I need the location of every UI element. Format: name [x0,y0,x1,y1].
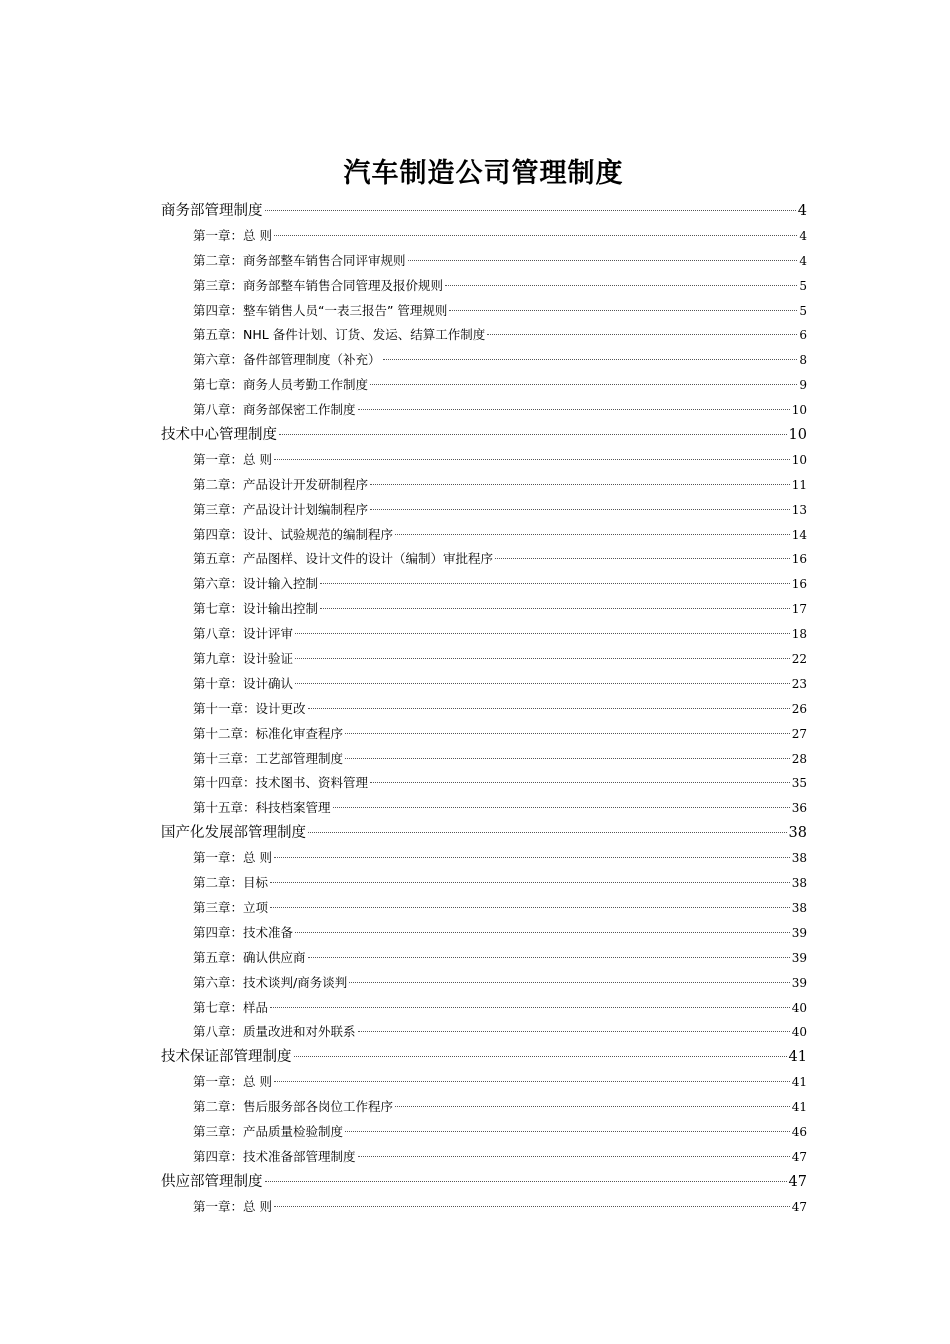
dot-leader [274,857,790,858]
toc-chapter-label: 第四章：整车销售人员“一表三报告” 管理规则 [193,302,448,318]
toc-chapter[interactable] [161,771,807,796]
dot-leader [320,608,790,609]
toc-chapter-page-number: 38 [791,900,807,915]
dot-leader [395,534,790,535]
dot-leader [395,1106,790,1107]
dot-leader [270,882,790,883]
toc-chapter[interactable] [161,498,807,523]
toc-chapter[interactable] [161,348,807,373]
toc-chapter[interactable] [161,1195,807,1220]
toc-chapter-page-number: 23 [791,676,807,691]
toc-chapter-page-number: 14 [791,527,807,542]
dot-leader [408,260,798,261]
dot-leader [274,459,790,460]
toc-chapter-label: 第八章：商务部保密工作制度 [193,402,356,418]
toc-section-page-number: 4 [797,203,807,219]
toc-section-page-number: 38 [788,825,807,842]
toc-chapter-label: 第一章：总 则 [193,451,272,467]
toc-chapter-label: 第三章：产品质量检验制度 [193,1123,344,1139]
toc-section-label: 国产化发展部管理制度 [161,825,306,842]
toc-chapter-page-number: 47 [791,1149,807,1164]
toc-chapter-label: 第三章：立项 [193,899,269,915]
toc-section[interactable] [161,1170,807,1195]
toc-chapter-page-number: 16 [791,552,807,567]
toc-chapter-page-number: 17 [791,602,807,617]
toc-chapter-page-number: 27 [791,726,807,741]
dot-leader [279,434,787,435]
table-of-contents [161,199,807,1220]
toc-section[interactable] [161,821,807,846]
dot-leader [370,509,790,510]
toc-chapter[interactable] [161,647,807,672]
toc-chapter-page-number: 28 [791,751,807,766]
dot-leader [358,1031,790,1032]
toc-chapter[interactable] [161,722,807,747]
toc-chapter[interactable] [161,274,807,299]
toc-chapter-label: 第七章：商务人员考勤工作制度 [193,377,369,393]
toc-chapter[interactable] [161,796,807,821]
toc-chapter-label: 第一章：总 则 [193,850,272,866]
dot-leader [295,932,790,933]
dot-leader [295,633,790,634]
dot-leader [274,235,797,236]
dot-leader [265,210,796,211]
toc-chapter-page-number: 39 [791,950,807,965]
dot-leader [294,1056,787,1057]
toc-chapter-page-number: 9 [799,378,807,393]
toc-chapter-page-number: 16 [791,577,807,592]
toc-chapter[interactable] [161,672,807,697]
toc-chapter[interactable] [161,747,807,772]
dot-leader [320,583,790,584]
dot-leader [270,907,790,908]
toc-chapter[interactable] [161,1095,807,1120]
dot-leader [383,359,798,360]
toc-chapter-page-number: 13 [791,502,807,517]
toc-chapter[interactable] [161,249,807,274]
toc-chapter-label: 第四章：技术准备 [193,924,294,940]
dot-leader [274,1206,790,1207]
toc-section[interactable] [161,423,807,448]
toc-chapter[interactable] [161,1120,807,1145]
toc-chapter[interactable] [161,622,807,647]
toc-chapter-label: 第二章：商务部整车销售合同评审规则 [193,252,406,268]
toc-chapter-label: 第八章：设计评审 [193,626,294,642]
toc-chapter[interactable] [161,1070,807,1095]
toc-chapter-page-number: 38 [791,851,807,866]
toc-chapter-page-number: 41 [791,1100,807,1115]
toc-chapter[interactable] [161,299,807,324]
toc-chapter-label: 第一章：总 则 [193,1074,272,1090]
dot-leader [349,982,790,983]
dot-leader [487,334,797,335]
toc-chapter-label: 第五章：NHL 备件计划、订货、发运、结算工作制度 [193,327,486,343]
toc-section-page-number: 10 [788,427,807,444]
toc-chapter-label: 第五章：产品图样、设计文件的设计（编制）审批程序 [193,551,494,567]
toc-chapter-page-number: 8 [799,353,807,368]
toc-chapter-label: 第一章：总 则 [193,227,272,243]
toc-chapter-page-number: 47 [791,1199,807,1214]
toc-chapter[interactable] [161,921,807,946]
toc-chapter[interactable] [161,1145,807,1170]
toc-chapter-page-number: 5 [799,278,807,293]
dot-leader [358,409,790,410]
toc-chapter-label: 第二章：目标 [193,875,269,891]
toc-chapter-label: 第九章：设计验证 [193,651,294,667]
toc-chapter[interactable] [161,572,807,597]
dot-leader [265,1181,787,1182]
dot-leader [333,807,790,808]
toc-chapter-label: 第二章：售后服务部各岗位工作程序 [193,1099,394,1115]
toc-chapter-label: 第六章：备件部管理制度（补充） [193,352,381,368]
toc-chapter-page-number: 18 [791,627,807,642]
toc-chapter-page-number: 40 [791,1025,807,1040]
toc-chapter[interactable] [161,946,807,971]
dot-leader [295,683,790,684]
toc-chapter-page-number: 26 [791,701,807,716]
toc-chapter-label: 第三章：产品设计计划编制程序 [193,501,369,517]
toc-chapter[interactable] [161,373,807,398]
toc-chapter[interactable] [161,323,807,348]
toc-chapter-label: 第八章：质量改进和对外联系 [193,1024,356,1040]
dot-leader [370,782,790,783]
toc-chapter[interactable] [161,597,807,622]
toc-chapter-page-number: 4 [799,253,807,268]
toc-chapter-page-number: 39 [791,925,807,940]
toc-chapter[interactable] [161,398,807,423]
toc-chapter-page-number: 40 [791,1000,807,1015]
dot-leader [449,310,797,311]
document-title: 汽车制造公司管理制度 [343,158,624,189]
toc-chapter-page-number: 36 [791,801,807,816]
dot-leader [345,733,790,734]
toc-chapter-page-number: 6 [799,328,807,343]
toc-chapter[interactable] [161,1020,807,1045]
toc-chapter[interactable] [161,971,807,996]
toc-chapter[interactable] [161,846,807,871]
toc-chapter-page-number: 38 [791,876,807,891]
dot-leader [308,708,790,709]
toc-chapter-page-number: 22 [791,652,807,667]
toc-chapter-label: 第一章：总 则 [193,1198,272,1214]
toc-section[interactable] [161,1045,807,1070]
toc-chapter[interactable] [161,871,807,896]
toc-section-label: 技术保证部管理制度 [161,1049,292,1066]
toc-chapter-label: 第十二章：标准化审查程序 [193,725,344,741]
dot-leader [445,285,797,286]
toc-chapter-label: 第十一章：设计更改 [193,700,306,716]
toc-section-page-number: 41 [788,1049,807,1066]
toc-chapter-page-number: 46 [791,1124,807,1139]
toc-chapter-label: 第五章：确认供应商 [193,949,306,965]
toc-section-label: 商务部管理制度 [161,203,263,219]
toc-chapter-label: 第六章：设计输入控制 [193,576,319,592]
dot-leader [308,832,787,833]
dot-leader [270,1007,790,1008]
dot-leader [274,1081,790,1082]
toc-section-label: 供应部管理制度 [161,1173,263,1190]
toc-chapter-page-number: 39 [791,975,807,990]
toc-chapter-page-number: 10 [791,403,807,418]
toc-chapter-label: 第六章：技术谈判/商务谈判 [193,974,348,990]
toc-chapter-label: 第十章：设计确认 [193,675,294,691]
toc-chapter-page-number: 41 [791,1075,807,1090]
toc-chapter[interactable] [161,473,807,498]
toc-chapter[interactable] [161,448,807,473]
toc-chapter-label: 第三章：商务部整车销售合同管理及报价规则 [193,277,444,293]
toc-chapter[interactable] [161,547,807,572]
toc-chapter-label: 第十三章：工艺部管理制度 [193,750,344,766]
toc-chapter-page-number: 35 [791,776,807,791]
toc-section-label: 技术中心管理制度 [161,427,277,444]
toc-chapter-label: 第四章：设计、试验规范的编制程序 [193,526,394,542]
toc-section[interactable] [161,199,807,224]
dot-leader [495,558,790,559]
toc-chapter-page-number: 11 [791,477,807,492]
toc-chapter-label: 第四章：技术准备部管理制度 [193,1148,356,1164]
toc-chapter-label: 第十五章：科技档案管理 [193,800,331,816]
toc-chapter-page-number: 5 [799,303,807,318]
toc-section-page-number: 47 [788,1173,807,1190]
dot-leader [308,957,790,958]
toc-chapter-page-number: 4 [799,228,807,243]
dot-leader [370,384,797,385]
dot-leader [358,1156,790,1157]
toc-chapter-label: 第七章：样品 [193,999,269,1015]
toc-chapter-label: 第二章：产品设计开发研制程序 [193,476,369,492]
toc-chapter[interactable] [161,523,807,548]
toc-chapter[interactable] [161,697,807,722]
toc-chapter[interactable] [161,224,807,249]
toc-chapter-label: 第七章：设计输出控制 [193,601,319,617]
dot-leader [345,1131,790,1132]
toc-chapter[interactable] [161,996,807,1021]
dot-leader [295,658,790,659]
toc-chapter-page-number: 10 [791,452,807,467]
dot-leader [370,484,790,485]
toc-chapter-label: 第十四章：技术图书、资料管理 [193,775,369,791]
dot-leader [345,758,790,759]
toc-chapter[interactable] [161,896,807,921]
